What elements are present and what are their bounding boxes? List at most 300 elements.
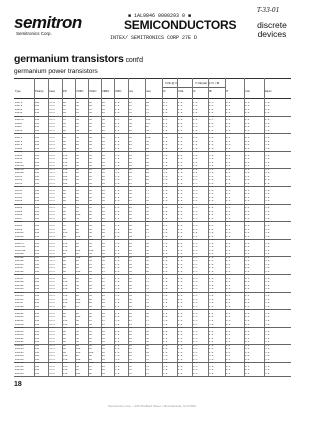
table-cell: 5.0 xyxy=(115,288,120,291)
table-cell: 80 xyxy=(76,246,79,249)
table-cell: 2.0 xyxy=(163,217,168,220)
table-cell: 20 xyxy=(102,203,105,206)
table-cell: 3.0 xyxy=(265,112,270,115)
table-cell: 90 xyxy=(146,263,149,266)
table-cell: 2.0 xyxy=(178,221,183,224)
table-cell: 35 xyxy=(129,137,132,139)
table-cell: 5.0 xyxy=(115,291,120,294)
table-cell: 2.0 xyxy=(178,369,183,372)
table-cell: 90 xyxy=(63,133,66,136)
table-cell: 100 xyxy=(76,298,81,301)
table-cell: PNP xyxy=(35,115,40,118)
table-cell: 2.0 xyxy=(178,133,183,136)
table-cell: 0.3 xyxy=(226,295,231,298)
table-cell: 40 xyxy=(89,284,92,287)
table-cell: 2.0 xyxy=(178,260,183,263)
table-cell: 5.0 xyxy=(209,168,214,171)
table-cell: 0.3 xyxy=(226,151,231,154)
table-cell: 2.0 xyxy=(209,207,214,210)
table-cell: 0.2 xyxy=(226,122,231,125)
table-cell: 0.3 xyxy=(226,355,231,358)
table-cell: 40 xyxy=(89,129,92,132)
table-cell: 0.6 xyxy=(193,235,198,238)
table-cell: TO-3 xyxy=(49,239,55,242)
table-cell: 2.0 xyxy=(209,200,214,203)
table-cell: 20 xyxy=(102,112,105,115)
table-cell: TO-3 xyxy=(49,168,55,171)
table-cell: 80 xyxy=(146,224,149,227)
table-cell: 70 xyxy=(146,295,149,298)
table-cell: TO-3 xyxy=(49,337,55,340)
table-cell: 2.0 xyxy=(178,129,183,132)
page-title xyxy=(14,53,143,65)
table-cell: 0.2 xyxy=(245,337,250,340)
table-cell: 20 xyxy=(102,158,105,161)
table-cell: 20 xyxy=(129,228,132,231)
table-cell: 0.5 xyxy=(193,242,198,245)
table-cell: 60 xyxy=(146,144,149,147)
table-cell: PNP xyxy=(35,358,40,361)
table-cell: 5.0 xyxy=(115,161,120,164)
table-cell: 2.0 xyxy=(265,175,270,178)
table-cell: 2.0 xyxy=(209,270,214,273)
table-cell: 0.5 xyxy=(193,316,198,319)
table-cell: 5.0 xyxy=(265,98,270,101)
table-cell: 5.0 xyxy=(265,232,270,235)
table-cell: 20 xyxy=(102,372,105,375)
table-cell: TO-3 xyxy=(49,115,55,118)
table-cell: 60 xyxy=(76,147,79,150)
table-cell: TO-3 xyxy=(49,362,55,365)
table-cell: TO-3 xyxy=(49,122,55,125)
table-cell: 0.3 xyxy=(226,302,231,305)
table-cell: 0.3 xyxy=(226,330,231,333)
table-cell: 30 xyxy=(129,288,132,291)
table-cell: 150 xyxy=(63,302,68,305)
table-cell: 150 xyxy=(63,158,68,161)
table-cell: 2.0 xyxy=(115,253,120,256)
table-cell: 0.2 xyxy=(245,242,250,245)
scan-code: ■ 1AL9846 0000293 0 ■ xyxy=(128,13,192,19)
table-cell: 0.2 xyxy=(245,175,250,178)
table-cell: 150 xyxy=(63,291,68,294)
table-cell: TO-3 xyxy=(49,267,55,270)
table-cell: PNP xyxy=(35,98,40,101)
table-cell: 2N1011 xyxy=(15,232,24,235)
table-cell: 25 xyxy=(129,182,132,185)
table-cell: 60 xyxy=(76,207,79,210)
table-cell: 5.0 xyxy=(115,372,120,375)
table-cell: 0.3 xyxy=(226,312,231,315)
table-cell: 5.0 xyxy=(265,214,270,217)
table-cell: PNP xyxy=(35,323,40,326)
table-cell: 90 xyxy=(63,210,66,213)
table-cell: 0.3 xyxy=(226,369,231,372)
table-cell: PNP xyxy=(35,260,40,263)
table-cell: 1.0 xyxy=(193,147,198,150)
column-header: Case xyxy=(49,90,56,93)
table-cell: 0.8 xyxy=(193,119,198,122)
table-cell: 150 xyxy=(63,242,68,245)
table-cell: PNP xyxy=(35,277,40,280)
handwritten-note: T-33-01 xyxy=(257,7,280,14)
table-cell: 80 xyxy=(146,186,149,189)
table-cell: 5.0 xyxy=(265,372,270,375)
table-cell: 20 xyxy=(102,295,105,298)
table-cell: 80 xyxy=(89,316,92,319)
table-cell: 0.2 xyxy=(245,224,250,227)
table-cell: 70 xyxy=(146,358,149,361)
table-cell: 5.0 xyxy=(163,249,168,252)
table-cell: 0.2 xyxy=(245,203,250,206)
table-cell: 45 xyxy=(89,330,92,333)
table-cell: 150 xyxy=(63,355,68,358)
table-cell: 2.0 xyxy=(115,228,120,231)
table-cell: 5.0 xyxy=(163,281,168,284)
table-cell: 0.2 xyxy=(245,302,250,305)
table-cell: 3.0 xyxy=(163,175,168,178)
table-cell: 2.0 xyxy=(178,228,183,231)
table-cell: PNP xyxy=(35,101,40,104)
table-cell: 0.2 xyxy=(226,179,231,182)
table-cell: 0.3 xyxy=(226,327,231,330)
table-cell: 60 xyxy=(146,246,149,249)
table-cell: 2.0 xyxy=(163,334,168,337)
table-cell: 90 xyxy=(63,260,66,263)
page-number: 18 xyxy=(14,381,22,388)
table-cell: 5.0 xyxy=(265,358,270,361)
table-cell: 5.0 xyxy=(209,165,214,168)
table-cell: 90 xyxy=(63,274,66,277)
table-cell: 90 xyxy=(63,334,66,337)
table-cell: 60 xyxy=(146,200,149,203)
table-cell: 0.5 xyxy=(193,309,198,312)
table-cell: 25 xyxy=(129,179,132,182)
table-cell: 2N555 xyxy=(15,193,23,196)
table-cell: 5.0 xyxy=(265,158,270,161)
table-cell: 60 xyxy=(76,309,79,312)
table-cell: 80 xyxy=(76,182,79,185)
table-cell: 70 xyxy=(146,372,149,375)
table-cell: 2.0 xyxy=(163,267,168,270)
table-cell: 5.0 xyxy=(115,358,120,361)
table-cell: 20 xyxy=(102,133,105,136)
table-cell: 0.2 xyxy=(245,172,250,175)
table-cell: 0.5 xyxy=(209,105,214,108)
table-cell: 50 xyxy=(129,122,132,125)
table-cell: TO-3 xyxy=(49,302,55,305)
table-cell: 0.3 xyxy=(226,362,231,365)
table-cell: PNP xyxy=(35,348,40,351)
table-cell: 2.0 xyxy=(163,108,168,111)
table-cell: 100 xyxy=(76,372,81,375)
table-cell: 5.0 xyxy=(163,355,168,358)
table-cell: 80 xyxy=(76,295,79,298)
table-cell: 20 xyxy=(129,327,132,330)
table-cell: 2.0 xyxy=(209,277,214,280)
table-cell: 0.5 xyxy=(163,224,168,227)
table-cell: 45 xyxy=(89,281,92,284)
table-cell: 5.0 xyxy=(163,165,168,168)
table-cell: 3.0 xyxy=(163,186,168,189)
table-cell: 40 xyxy=(76,228,79,231)
table-cell: 2.0 xyxy=(178,316,183,319)
table-cell: 2.0 xyxy=(209,305,214,308)
table-cell: 2.0 xyxy=(178,232,183,235)
table-cell: TO-3 xyxy=(49,274,55,277)
table-cell: 40 xyxy=(89,105,92,108)
table-cell: 0.3 xyxy=(226,274,231,277)
table-cell: 5.0 xyxy=(163,232,168,235)
table-cell: 2N297A xyxy=(15,119,24,122)
table-cell: 20 xyxy=(102,189,105,192)
table-cell: 20 xyxy=(102,327,105,330)
table-cell: 50 xyxy=(89,115,92,118)
table-cell: 50 xyxy=(76,129,79,132)
table-cell: TO-3 xyxy=(49,281,55,284)
table-cell: 90 xyxy=(63,351,66,354)
table-cell: 2.0 xyxy=(115,330,120,333)
table-cell: 60 xyxy=(89,344,92,347)
table-cell: 5.0 xyxy=(265,348,270,351)
table-cell: 70 xyxy=(146,302,149,305)
table-cell: 80 xyxy=(76,260,79,263)
table-cell: 5.0 xyxy=(265,284,270,287)
table-cell: TO-3 xyxy=(49,312,55,315)
table-cell: 0.5 xyxy=(193,253,198,256)
table-cell: 0.2 xyxy=(245,263,250,266)
table-cell: 150 xyxy=(63,372,68,375)
table-cell: 2.0 xyxy=(115,210,120,213)
table-cell: 25 xyxy=(129,323,132,326)
table-cell: 2.0 xyxy=(209,140,214,143)
table-cell: 60 xyxy=(146,316,149,319)
table-cell: 5.0 xyxy=(115,355,120,358)
table-cell: 5.0 xyxy=(265,274,270,277)
table-cell: 80 xyxy=(146,182,149,185)
table-cell: 0.2 xyxy=(245,126,250,129)
table-cell: PNP xyxy=(35,295,40,298)
table-cell: PNP xyxy=(35,126,40,129)
table-cell: 40 xyxy=(102,98,105,101)
table-cell: 2.0 xyxy=(115,327,120,330)
table-cell: 0.3 xyxy=(226,193,231,196)
table-cell: 20 xyxy=(102,358,105,361)
table-cell: 5.0 xyxy=(163,291,168,294)
table-cell: 2.0 xyxy=(209,316,214,319)
table-cell: PNP xyxy=(35,270,40,273)
table-cell: 20 xyxy=(102,154,105,157)
table-cell: 0.3 xyxy=(226,281,231,284)
table-cell: 20 xyxy=(102,221,105,224)
table-cell: 1.0 xyxy=(209,137,214,139)
table-cell: PNP xyxy=(35,214,40,217)
table-cell: 2.0 xyxy=(115,108,120,111)
table-cell: PNP xyxy=(35,344,40,347)
table-cell: 150 xyxy=(63,154,68,157)
table-cell: 0.3 xyxy=(226,309,231,312)
table-cell: 70 xyxy=(146,284,149,287)
table-cell: 20 xyxy=(129,253,132,256)
table-cell: 80 xyxy=(89,214,92,217)
table-cell: 2.0 xyxy=(115,112,120,115)
table-cell: 2N1136 xyxy=(15,263,24,266)
table-cell: 2.0 xyxy=(115,200,120,203)
table-cell: 80 xyxy=(76,232,79,235)
table-cell: 40 xyxy=(89,133,92,136)
table-cell: 1.0 xyxy=(193,137,198,139)
table-cell: 0.3 xyxy=(226,105,231,108)
table-cell: 2N627 xyxy=(15,203,23,206)
table-cell: 75 xyxy=(146,323,149,326)
table-cell: 40 xyxy=(76,189,79,192)
table-cell: TO-3 xyxy=(49,358,55,361)
table-cell: 5.0 xyxy=(265,151,270,154)
table-cell: 0.5 xyxy=(193,224,198,227)
table-cell: 2N1292 xyxy=(15,341,24,344)
table-cell: 2.0 xyxy=(178,144,183,147)
table-cell: 80 xyxy=(76,291,79,294)
table-cell: 0.2 xyxy=(245,137,250,139)
table-cell: 20 xyxy=(102,179,105,182)
column-header: VCE xyxy=(178,90,184,93)
table-cell: 70 xyxy=(146,365,149,368)
table-cell: 0.3 xyxy=(226,168,231,171)
table-cell: 2.0 xyxy=(178,200,183,203)
table-cell: 0.5 xyxy=(193,228,198,231)
table-cell: 90 xyxy=(63,277,66,280)
table-cell: PNP xyxy=(35,193,40,196)
table-cell: 80 xyxy=(76,334,79,337)
table-cell: 50 xyxy=(76,137,79,139)
table-cell: 20 xyxy=(102,284,105,287)
table-cell: 2N1358 xyxy=(15,355,24,358)
table-cell: 5.0 xyxy=(115,319,120,322)
table-cell: 0.2 xyxy=(245,305,250,308)
table-cell: 40 xyxy=(102,119,105,122)
table-cell: 80 xyxy=(89,270,92,273)
table-header xyxy=(14,78,291,99)
table-cell: 2.0 xyxy=(115,341,120,344)
table-cell: 2.0 xyxy=(163,348,168,351)
table-cell: 2.0 xyxy=(115,263,120,266)
table-cell: 40 xyxy=(102,232,105,235)
table-cell: 20 xyxy=(102,351,105,354)
table-cell: PNP xyxy=(35,305,40,308)
table-cell: 0.2 xyxy=(245,232,250,235)
table-cell: 1.0 xyxy=(193,129,198,132)
table-cell: 0.2 xyxy=(245,221,250,224)
table-cell: 0.2 xyxy=(245,369,250,372)
table-cell: 0.3 xyxy=(226,323,231,326)
table-cell: 90 xyxy=(63,337,66,340)
table-cell: 60 xyxy=(146,115,149,118)
table-cell: 2.0 xyxy=(163,344,168,347)
table-cell: PNP xyxy=(35,267,40,270)
table-cell: 0.3 xyxy=(226,235,231,238)
table-cell: 5.0 xyxy=(115,281,120,284)
table-cell: 2.0 xyxy=(209,337,214,340)
table-cell: 2.0 xyxy=(163,200,168,203)
table-cell: 2.0 xyxy=(115,256,120,259)
table-cell: 90 xyxy=(63,341,66,344)
table-cell: 2N1363 xyxy=(15,369,24,372)
table-cell: 2.0 xyxy=(178,239,183,242)
table-cell: 90 xyxy=(63,147,66,150)
table-cell: 2.0 xyxy=(163,341,168,344)
table-cell: 75 xyxy=(146,235,149,238)
table-cell: 1.0 xyxy=(193,144,198,147)
table-cell: 30 xyxy=(89,112,92,115)
table-cell: 30 xyxy=(89,203,92,206)
table-cell: 150 xyxy=(63,365,68,368)
table-cell: 90 xyxy=(146,168,149,171)
transistor-table xyxy=(14,78,291,376)
table-cell: 5.0 xyxy=(115,369,120,372)
table-cell: 5.0 xyxy=(265,165,270,168)
company-stamp: INTEX/ SEMITRONICS CORP 27E D xyxy=(110,35,198,41)
table-cell: 2.0 xyxy=(115,267,120,270)
table-cell: 0.3 xyxy=(226,161,231,164)
table-cell: 2.0 xyxy=(115,221,120,224)
table-cell: 5.0 xyxy=(209,302,214,305)
table-cell: 0.2 xyxy=(245,98,250,101)
table-cell: 2N1263 xyxy=(15,334,24,337)
table-cell: PNP xyxy=(35,168,40,171)
table-cell: 50 xyxy=(76,284,79,287)
table-cell: 40 xyxy=(89,158,92,161)
table-cell: 2N1120 xyxy=(15,260,24,263)
table-cell: 5.0 xyxy=(265,203,270,206)
table-cell: PNP xyxy=(35,105,40,108)
table-cell: 90 xyxy=(63,270,66,273)
table-cell: 60 xyxy=(89,196,92,199)
table-cell: 2.0 xyxy=(115,270,120,273)
table-cell: 60 xyxy=(146,140,149,143)
table-cell: 40 xyxy=(146,256,149,259)
table-cell: 2N1262 xyxy=(15,330,24,333)
table-cell: 35 xyxy=(129,147,132,150)
table-cell: 25 xyxy=(129,101,132,104)
table-cell: 0.2 xyxy=(245,217,250,220)
table-cell: 35 xyxy=(129,362,132,365)
table-cell: 0.2 xyxy=(245,105,250,108)
table-cell: 0.3 xyxy=(226,344,231,347)
table-cell: 20 xyxy=(129,316,132,319)
table-cell: TO-3 xyxy=(49,228,55,231)
table-cell: PNP xyxy=(35,298,40,301)
table-cell: 2N1073 xyxy=(15,242,24,245)
table-cell: 0.2 xyxy=(245,239,250,242)
table-cell: PNP xyxy=(35,239,40,242)
table-cell: 0.3 xyxy=(226,154,231,157)
table-cell: 0.3 xyxy=(226,214,231,217)
table-cell: 2.0 xyxy=(115,189,120,192)
table-cell: 2N1364 xyxy=(15,372,24,375)
table-cell: TO-3 xyxy=(49,193,55,196)
table-cell: 90 xyxy=(63,256,66,259)
table-cell: 30 xyxy=(89,242,92,245)
table-cell: 75 xyxy=(146,196,149,199)
table-cell: 2N301 xyxy=(15,122,23,125)
table-cell: 5.0 xyxy=(163,288,168,291)
table-cell: 0.5 xyxy=(193,267,198,270)
table-cell: 5.0 xyxy=(265,312,270,315)
table-cell: 20 xyxy=(102,305,105,308)
brand-logo: semitron xyxy=(14,13,82,32)
table-cell: TO-3 xyxy=(49,270,55,273)
table-cell: TO-3 xyxy=(49,334,55,337)
